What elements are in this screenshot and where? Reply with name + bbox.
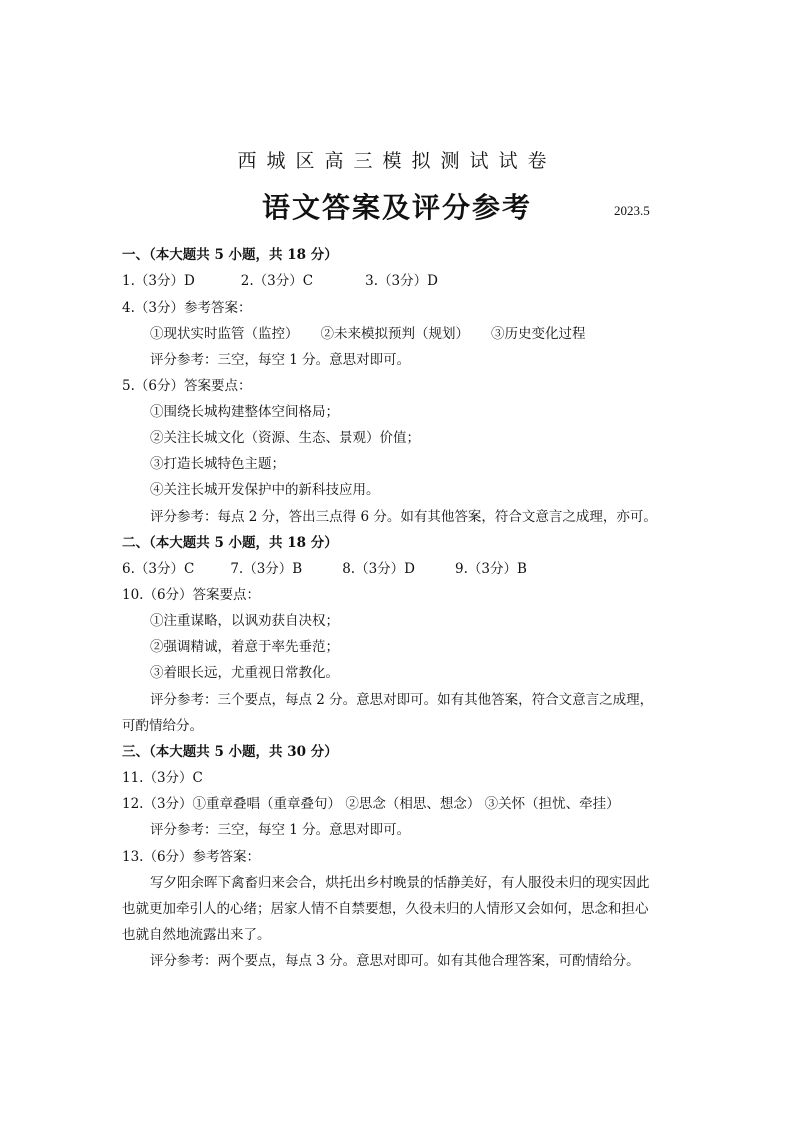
section1-heading: 一、（本大题共 5 小题，共 18 分） <box>122 247 338 263</box>
q5-point-3: ③打造长城特色主题； <box>150 456 285 472</box>
q4-answer-b: ②未来模拟预判（规划） <box>320 326 469 342</box>
q4-scoring: 评分参考：三空，每空 1 分。意思对即可。 <box>150 352 411 368</box>
q3-answer: 3.（3分）D <box>365 273 438 289</box>
q11-answer: 11.（3分）C <box>122 770 203 786</box>
q10-heading: 10.（6分）答案要点： <box>122 587 261 603</box>
q12-answer: 12.（3分）①重章叠唱（重章叠句） ②思念（相思、想念） ③关怀（担忧、牵挂） <box>122 796 620 812</box>
q13-answer-line3: 也就自然地流露出来了。 <box>122 927 271 943</box>
q1-3-answers-row <box>122 269 438 289</box>
q6-answer: 6.（3分）C <box>122 561 195 577</box>
q12-scoring: 评分参考：三空，每空 1 分。意思对即可。 <box>150 822 411 838</box>
q8-answer: 8.（3分）D <box>342 561 415 577</box>
q5-point-2: ②关注长城文化（资源、生态、景观）价值； <box>150 430 420 446</box>
section3-heading: 三、（本大题共 5 小题，共 30 分） <box>122 744 338 760</box>
section2-heading: 二、（本大题共 5 小题，共 18 分） <box>122 535 338 551</box>
q4-heading: 4.（3分）参考答案： <box>122 300 252 316</box>
q10-point-1: ①注重谋略，以讽劝获自决权； <box>150 613 339 629</box>
q4-answer-a: ①现状实时监管（监控） <box>150 326 299 342</box>
q13-scoring: 评分参考：两个要点，每点 3 分。意思对即可。如有其他合理答案，可酌情给分。 <box>150 953 640 969</box>
q4-answers-row <box>150 322 586 342</box>
q13-answer-line1: 写夕阳余晖下禽畜归来会合，烘托出乡村晚景的恬静美好，有人服役未归的现实因此 <box>150 875 650 891</box>
q2-answer: 2.（3分）C <box>240 273 314 289</box>
q6-9-answers-row <box>122 557 527 577</box>
document-title: 语文答案及评分参考 <box>261 191 532 224</box>
q1-answer: 1.（3分）D <box>122 273 195 289</box>
q4-answer-c: ③历史变化过程 <box>491 326 586 342</box>
q5-point-4: ④关注长城开发保护中的新科技应用。 <box>150 482 380 498</box>
q13-answer-line2: 也就更加牵引人的心绪；居家人情不自禁要想，久役未归的人情形又会如何，思念和担心 <box>122 901 649 917</box>
exam-title: 西城区高三模拟测试试卷 <box>237 150 557 172</box>
document-date: 2023.5 <box>614 203 650 218</box>
q5-point-1: ①围绕长城构建整体空间格局； <box>150 404 339 420</box>
q10-scoring-line2: 可酌情给分。 <box>122 718 203 734</box>
q10-scoring-line1: 评分参考：三个要点，每点 2 分。意思对即可。如有其他答案，符合文意言之成理， <box>150 692 654 708</box>
q13-heading: 13.（6分）参考答案： <box>122 849 261 865</box>
q5-heading: 5.（6分）答案要点： <box>122 378 252 394</box>
q7-answer: 7.（3分）B <box>230 561 303 577</box>
q9-answer: 9.（3分）B <box>455 561 527 577</box>
q10-point-2: ②强调精诚，着意于率先垂范； <box>150 639 339 655</box>
q5-scoring: 评分参考：每点 2 分，答出三点得 6 分。如有其他答案，符合文意言之成理，亦可。 <box>150 509 657 525</box>
q10-point-3: ③着眼长远，尤重视日常教化。 <box>150 665 339 681</box>
